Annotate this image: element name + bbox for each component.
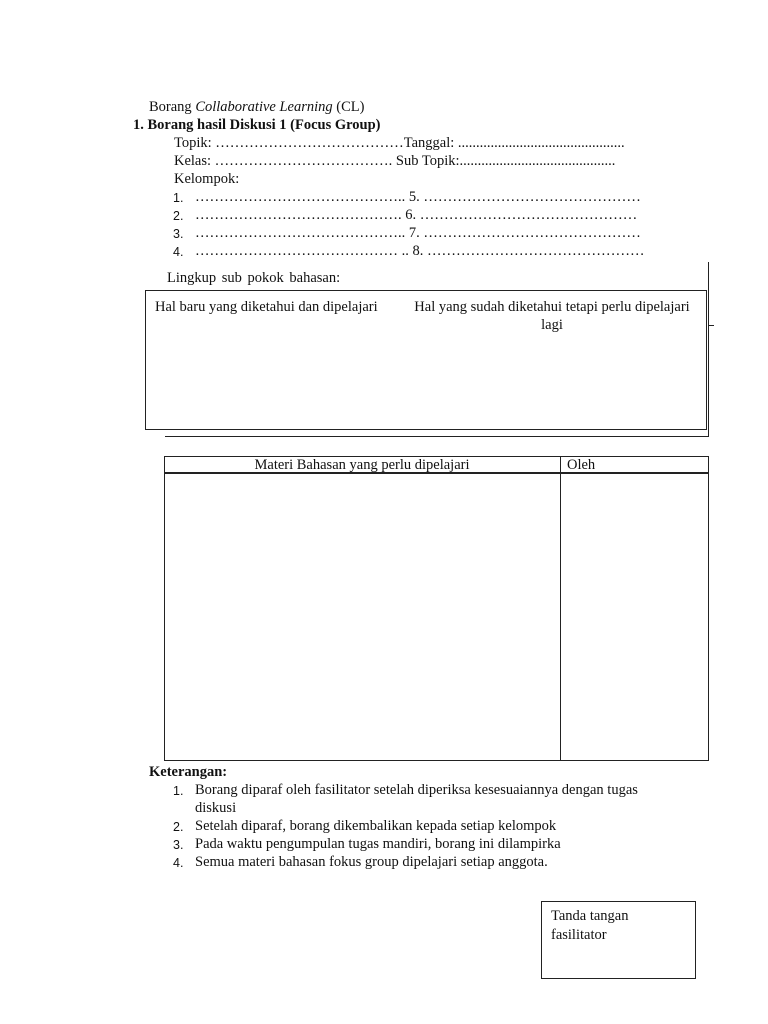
kelompok-label: Kelompok: [174, 171, 240, 187]
form-title-italic: Collaborative Learning [195, 99, 333, 115]
note-number: 1. [173, 784, 184, 798]
note-number: 2. [173, 820, 184, 834]
member-line: …………………………………….. 5. ……………………………………… [195, 189, 641, 205]
scope-label: Lingkup sub pokok bahasan: [167, 270, 341, 286]
section-number: 1. [133, 117, 144, 133]
scope-tick [708, 325, 714, 326]
form-title [149, 98, 364, 116]
note-text: Borang diparaf oleh fasilitator setelah diperiksa kesesuaiannya dengan tugas [195, 782, 638, 798]
topik-field: Topik: …………………………………Tanggal: .............................................. [174, 135, 625, 151]
scope-bottom-rule [165, 436, 708, 437]
note-number: 4. [173, 856, 184, 870]
note-text: Pada waktu pengumpulan tugas mandiri, borang ini dilampirka [195, 836, 561, 852]
scope-col-new: Hal baru yang diketahui dan dipelajari [155, 299, 378, 315]
member-number: 1. [173, 191, 184, 205]
signature-label-line2: fasilitator [551, 927, 607, 943]
member-number: 4. [173, 245, 184, 259]
note-number: 3. [173, 838, 184, 852]
note-text: Setelah diparaf, borang dikembalikan kepada setiap kelompok [195, 818, 557, 834]
kelas-field: Kelas: ………………………………. Sub Topik:........................................... [174, 153, 616, 169]
scope-col-known-line2: lagi [541, 317, 563, 333]
notes-title: Keterangan: [149, 764, 228, 780]
member-number: 3. [173, 227, 184, 241]
member-line: …………………………………….. 7. ……………………………………… [195, 225, 641, 241]
member-line: …………………………………… .. 8. ……………………………………… [195, 243, 645, 259]
form-title-suffix: (CL) [332, 99, 365, 115]
section-heading [133, 116, 381, 134]
note-text: Semua materi bahasan fokus group dipelajari setiap anggota. [195, 854, 548, 870]
materials-column-rule [560, 456, 561, 761]
section-title: Borang hasil Diskusi 1 (Focus Group) [147, 117, 381, 133]
scope-col-known [400, 298, 704, 334]
materials-header-materi: Materi Bahasan yang perlu dipelajari [254, 457, 470, 473]
materials-table [164, 456, 709, 761]
member-number: 2. [173, 209, 184, 223]
note-text-continued: diskusi [195, 800, 237, 816]
scope-col-known-line1: Hal yang sudah diketahui tetapi perlu dipelajari [414, 299, 690, 315]
member-line: ……………………………………. 6. ……………………………………… [195, 207, 638, 223]
signature-label-line1: Tanda tangan [551, 908, 629, 924]
materials-header-oleh: Oleh [567, 457, 596, 473]
form-title-prefix: Borang [149, 99, 196, 115]
scope-right-rule [708, 262, 709, 437]
